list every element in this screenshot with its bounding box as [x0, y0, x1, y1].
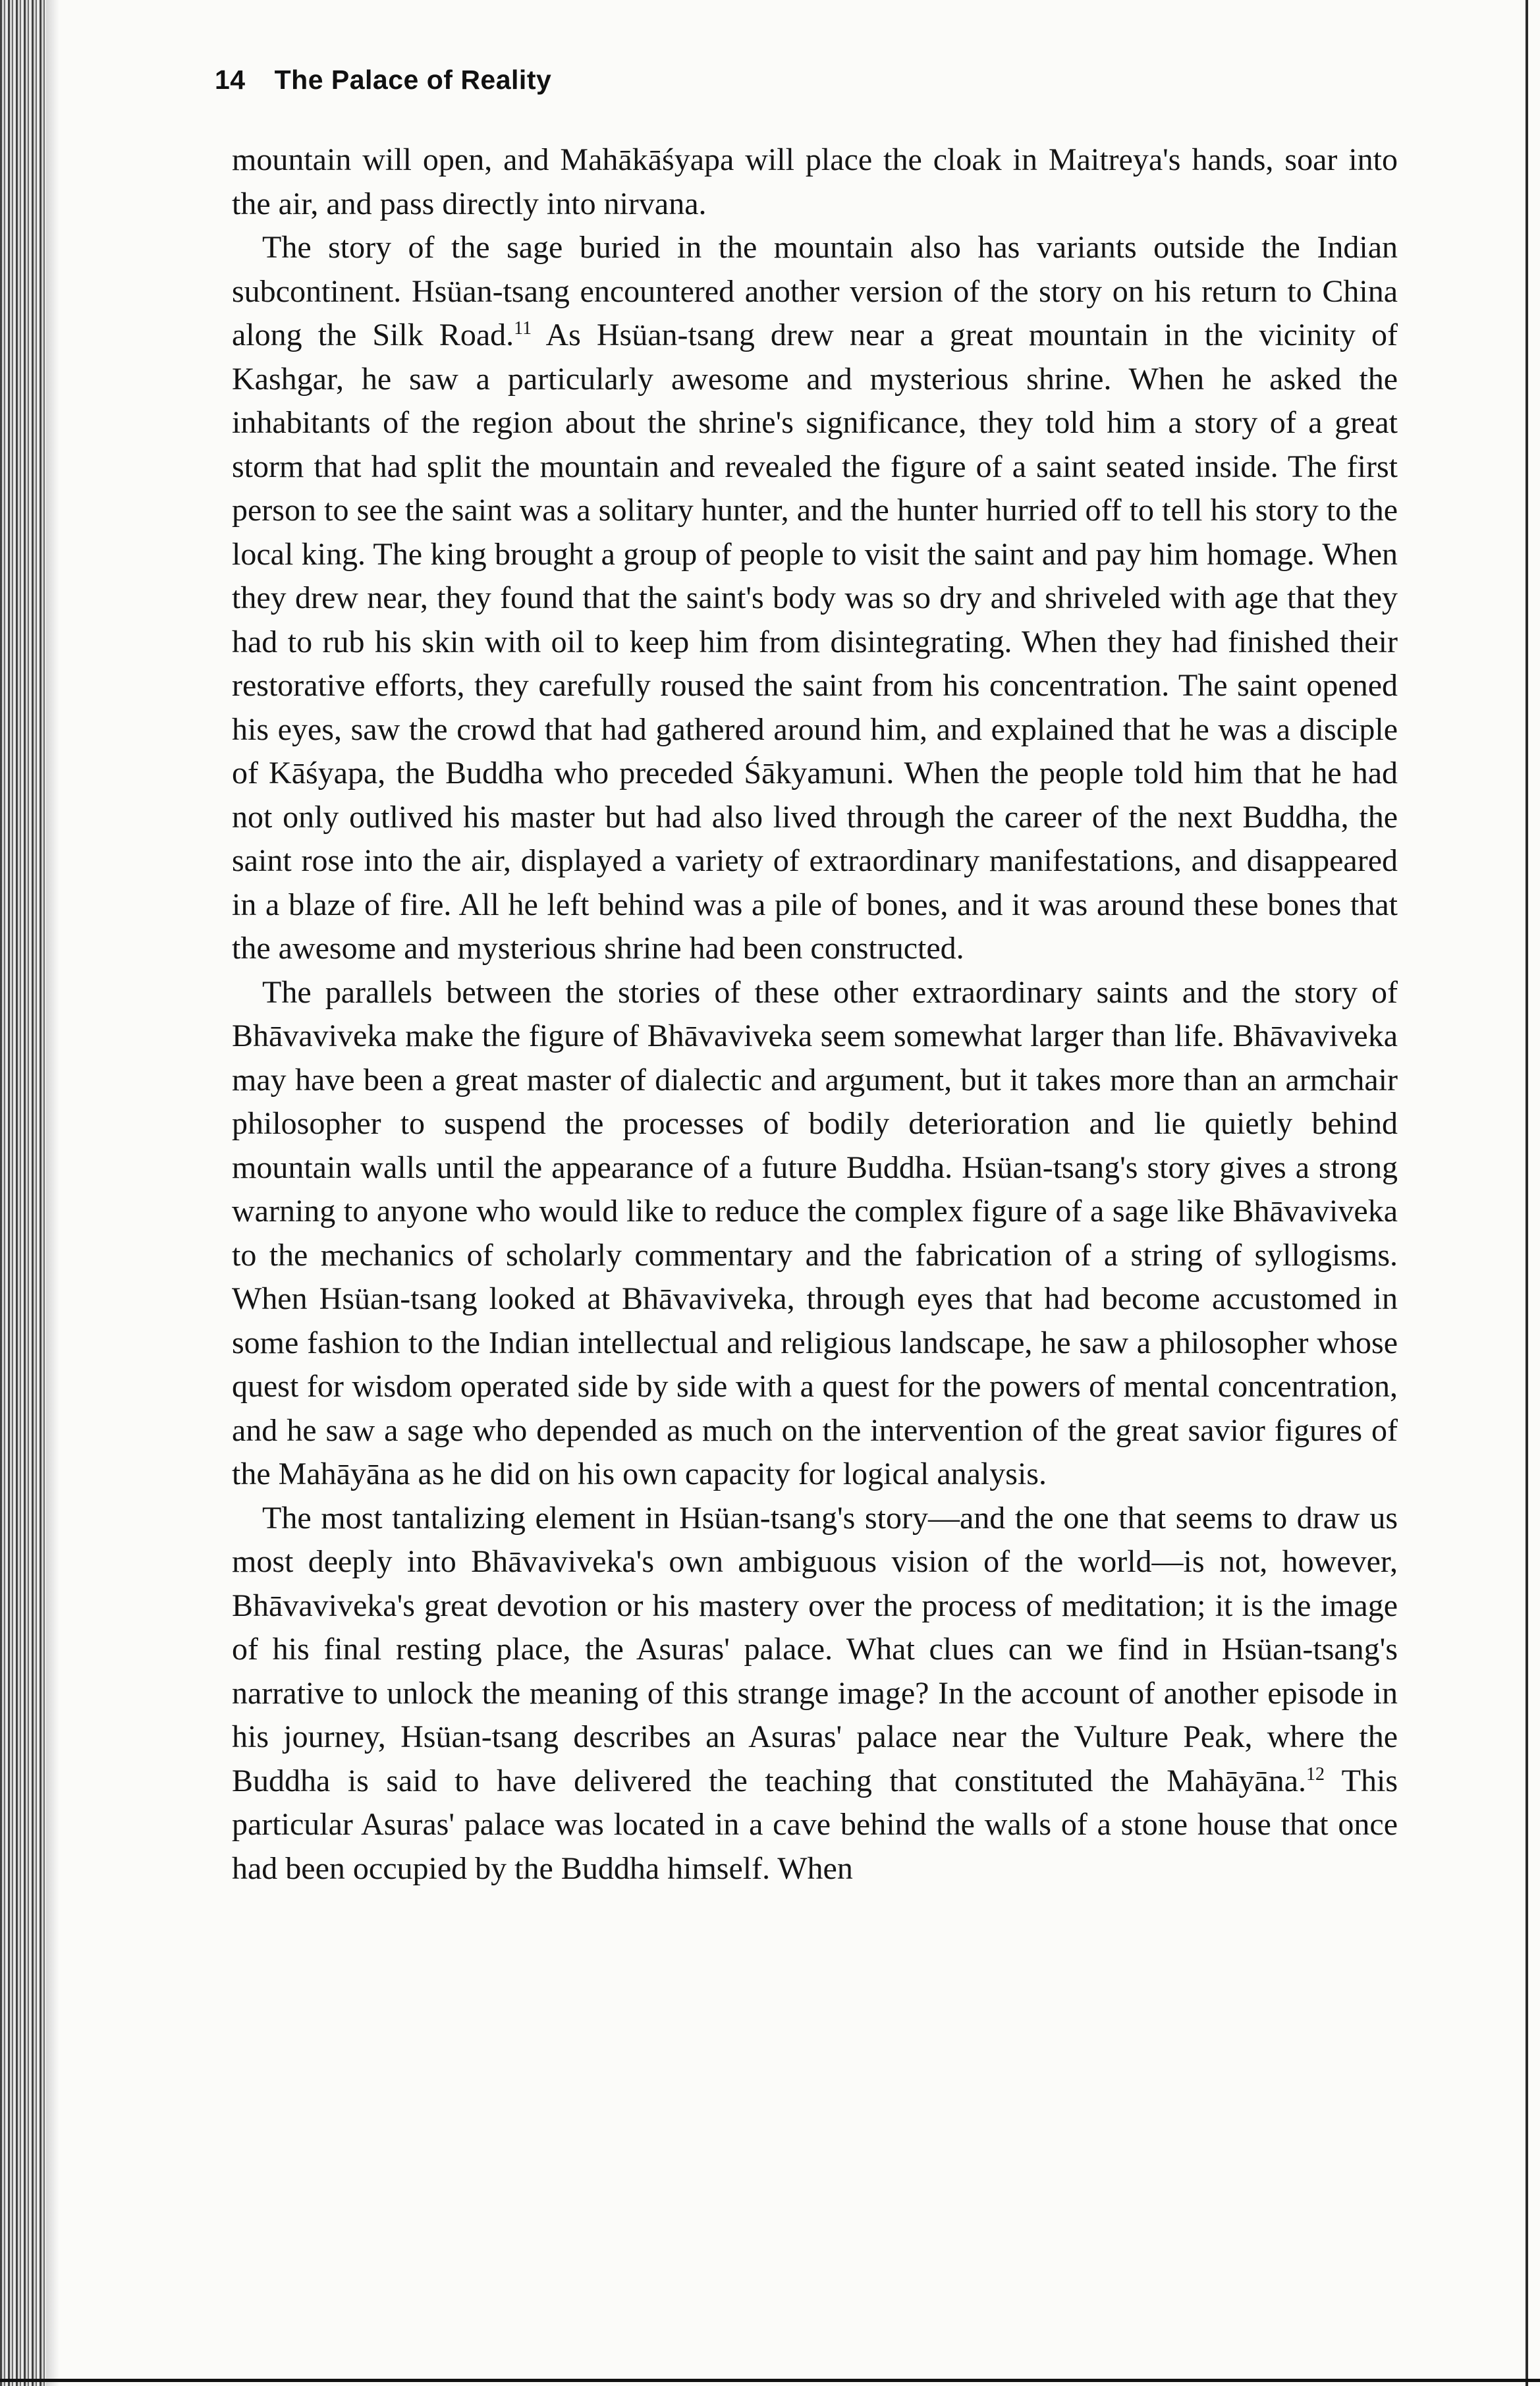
- page-number: 14: [215, 65, 246, 95]
- bottom-edge-rule: [0, 2379, 1540, 2382]
- footnote-ref-11[interactable]: 11: [514, 318, 532, 339]
- body-text: [232, 138, 1398, 1891]
- paragraph-1-text: mountain will open, and Mahākāśyapa will place the cloak in Maitreya's hands, soar into the air, and pass directly into nirvana.: [232, 142, 1398, 221]
- running-head-title: The Palace of Reality: [274, 65, 552, 95]
- paragraph-4-text-a: The most tantalizing element in Hsüan-tsang's story—and the one that seems to draw us most deeply into Bhāvaviveka's own ambiguous vision of the world—is not, however, Bhāvaviveka's great devotion or his mastery over the process of meditation; it is the image of his final resting place, the Asuras' palace. What clues can we find in Hsüan-tsang's narrative to unlock the meaning of this strange image? In the account of another episode in his journey, Hsüan-tsang describes an Asuras' palace near the Vulture Peak, where the Buddha is said to have delivered the teaching that constituted the Mahāyāna.: [232, 1500, 1398, 1798]
- paragraph-2-text-a: The story of the sage buried in the mountain also has variants outside the Indian subcontinent. Hsüan-tsang encountered another version of the story on his return to China along the Silk Road.: [232, 230, 1398, 352]
- paragraph-3: [232, 971, 1398, 1497]
- footnote-ref-12[interactable]: 12: [1306, 1763, 1325, 1785]
- binding-shadow: [46, 0, 59, 2386]
- paragraph-4-text-b: This particular Asuras' palace was located in a cave behind the walls of a stone house that once had been occupied by the Buddha himself. When: [232, 1763, 1398, 1886]
- running-head: [215, 65, 551, 96]
- paragraph-2: [232, 226, 1398, 971]
- paragraph-4: [232, 1497, 1398, 1891]
- scanned-binding-edge: [0, 0, 46, 2386]
- paragraph-1-continued: [232, 138, 1398, 226]
- paragraph-3-text: The parallels between the stories of these other extraordinary saints and the story of Bhāvaviveka make the figure of Bhāvaviveka seem somewhat larger than life. Bhāvaviveka may have been a great master of dialectic and argument, but it takes more than an armchair philosopher to suspend the processes of bodily deterioration and lie quietly behind mountain walls until the appearance of a future Buddha. Hsüan-tsang's story gives a strong warning to anyone who would like to reduce the complex figure of a sage like Bhāvaviveka to the mechanics of scholarly commentary and the fabrication of a string of syllogisms. When Hsüan-tsang looked at Bhāvaviveka, through eyes that had become accustomed in some fashion to the Indian intellectual and religious landscape, he saw a philosopher whose quest for wisdom operated side by side with a quest for the powers of mental concentration, and he saw a sage who depended as much on the intervention of the great savior figures of the Mahāyāna as he did on his own capacity for logical analysis.: [232, 974, 1398, 1491]
- paragraph-2-text-b: As Hsüan-tsang drew near a great mountain in the vicinity of Kashgar, he saw a particularly awesome and mysterious shrine. When he asked the inhabitants of the region about the shrine's significance, they told him a story of a great storm that had split the mountain and revealed the figure of a saint seated inside. The first person to see the saint was a solitary hunter, and the hunter hurried off to tell his story to the local king. The king brought a group of people to visit the saint and pay him homage. When they drew near, they found that the saint's body was so dry and shriveled with age that they had to rub his skin with oil to keep him from disintegrating. When they had finished their restorative efforts, they carefully roused the saint from his concentration. The saint opened his eyes, saw the crowd that had gathered around him, and explained that he was a disciple of Kāśyapa, the Buddha who preceded Śākyamuni. When the people told him that he had not only outlived his master but had also lived through the career of the next Buddha, the saint rose into the air, displayed a variety of extraordinary manifestations, and disappeared in a blaze of fire. All he left behind was a pile of bones, and it was around these bones that the awesome and mysterious shrine had been constructed.: [232, 318, 1398, 966]
- right-edge-rule: [1526, 0, 1528, 2386]
